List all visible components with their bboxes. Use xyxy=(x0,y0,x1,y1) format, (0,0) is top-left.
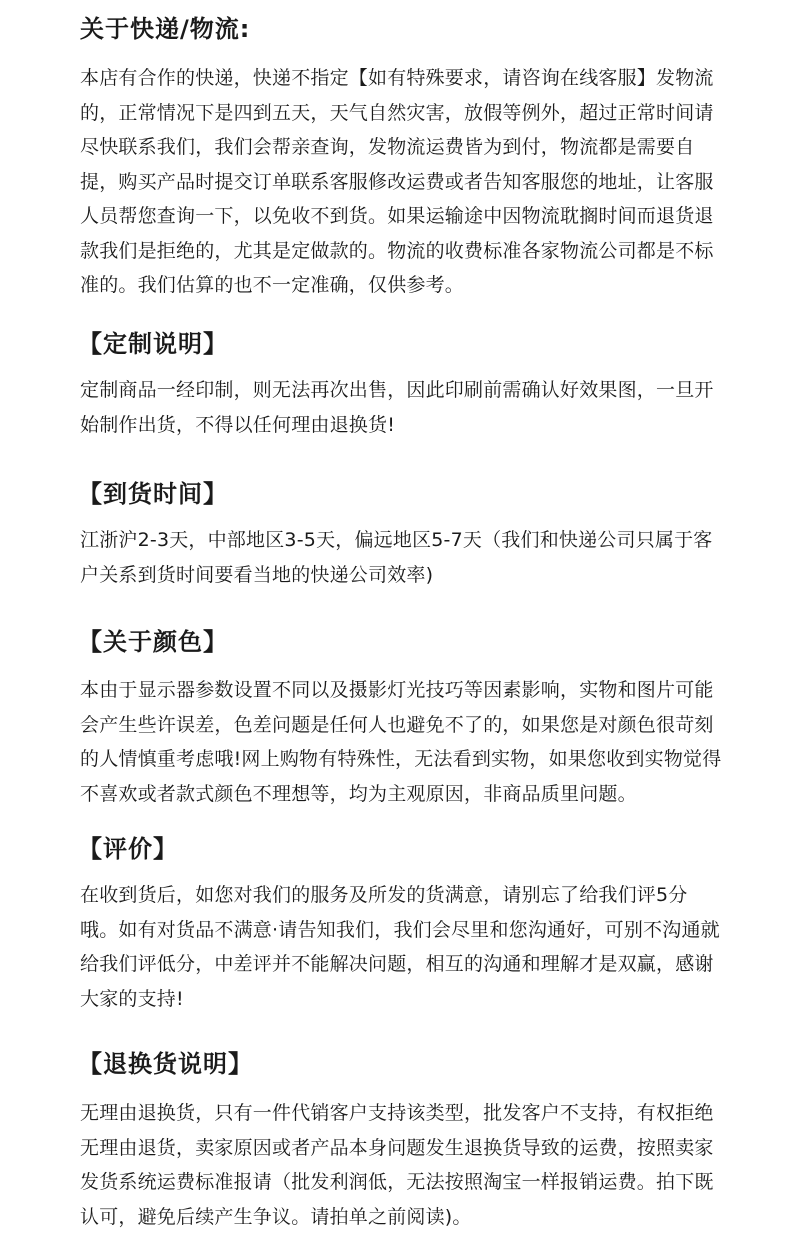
text-line: 款我们是拒绝的，尤其是定做款的。物流的收费标准各家物流公司都是不标 xyxy=(80,239,714,262)
text-line: 本店有合作的快递，快递不指定【如有特殊要求，请咨询在线客服】发物流 xyxy=(80,67,714,89)
text-line: 大家的支持! xyxy=(80,987,184,1010)
section-heading-color: 【关于颜色】 xyxy=(78,628,228,656)
text-line: 无理由退货，卖家原因或者产品本身问题发生退换货导致的运费，按照卖家 xyxy=(80,1136,714,1159)
text-line: 人员帮您查询一下，以免收不到货。如果运输途中因物流耽搁时间而退货退 xyxy=(80,205,714,227)
text-line: 定制商品一经印制，则无法再次出售，因此印刷前需确认好效果图，一旦开 xyxy=(80,379,714,401)
section-heading-returns: 【退换货说明】 xyxy=(78,1050,253,1078)
text-line: 始制作出货，不得以任何理由退换货! xyxy=(80,413,396,436)
section-body-returns xyxy=(80,1096,725,1234)
section-heading-reviews: 【评价】 xyxy=(78,835,178,863)
text-line: 不喜欢或者款式颜色不理想等，均为主观原因，非商品质里问题。 xyxy=(80,782,637,805)
text-line: 发货系统运费标准报请（批发利润低，无法按照淘宝一样报销运费。拍下既 xyxy=(80,1171,714,1193)
text-line: 无理由退换货，只有一件代销客户支持该类型，批发客户不支持，有权拒绝 xyxy=(80,1102,714,1124)
section-body-color xyxy=(80,673,725,811)
section-body-delivery-time xyxy=(80,523,725,592)
text-line: 的，正常情况下是四到五天，天气自然灾害，放假等例外，超过正常时间请 xyxy=(80,101,714,124)
section-heading-delivery-time: 【到货时间】 xyxy=(78,480,228,508)
section-heading-shipping: 关于快递/物流: xyxy=(80,15,251,43)
text-line: 提，购买产品时提交订单联系客服修改运费或者告知客服您的地址，让客服 xyxy=(80,170,714,193)
text-line: 江浙沪2-3天，中部地区3-5天，偏远地区5-7天（我们和快递公司只属于客 xyxy=(80,529,713,551)
text-line: 给我们评低分，中差评并不能解决问题，相互的沟通和理解才是双赢，感谢 xyxy=(80,953,714,975)
text-line: 准的。我们估算的也不一定准确，仅供参考。 xyxy=(80,274,465,296)
text-line: 会产生些许误差，色差问题是任何人也避免不了的，如果您是对颜色很苛刻 xyxy=(80,713,714,736)
text-line: 户关系到货时间要看当地的快递公司效率) xyxy=(80,563,434,586)
section-heading-customization: 【定制说明】 xyxy=(78,330,228,358)
text-line: 认可，避免后续产生争议。请拍单之前阅读)。 xyxy=(80,1205,472,1228)
section-body-reviews xyxy=(80,878,725,1016)
text-line: 的人情慎重考虑哦!网上购物有特殊性，无法看到实物，如果您收到实物觉得 xyxy=(80,748,722,770)
text-line: 本由于显示器参数设置不同以及摄影灯光技巧等因素影响，实物和图片可能 xyxy=(80,679,714,701)
section-body-customization xyxy=(80,373,725,442)
text-line: 哦。如有对货品不满意·请告知我们，我们会尽里和您沟通好，可别不沟通就 xyxy=(80,918,720,941)
text-line: 尽快联系我们，我们会帮亲查询，发物流运费皆为到付，物流都是需要自 xyxy=(80,136,695,158)
section-body-shipping xyxy=(80,61,725,303)
text-line: 在收到货后，如您对我们的服务及所发的货满意，请别忘了给我们评5分 xyxy=(80,884,688,906)
